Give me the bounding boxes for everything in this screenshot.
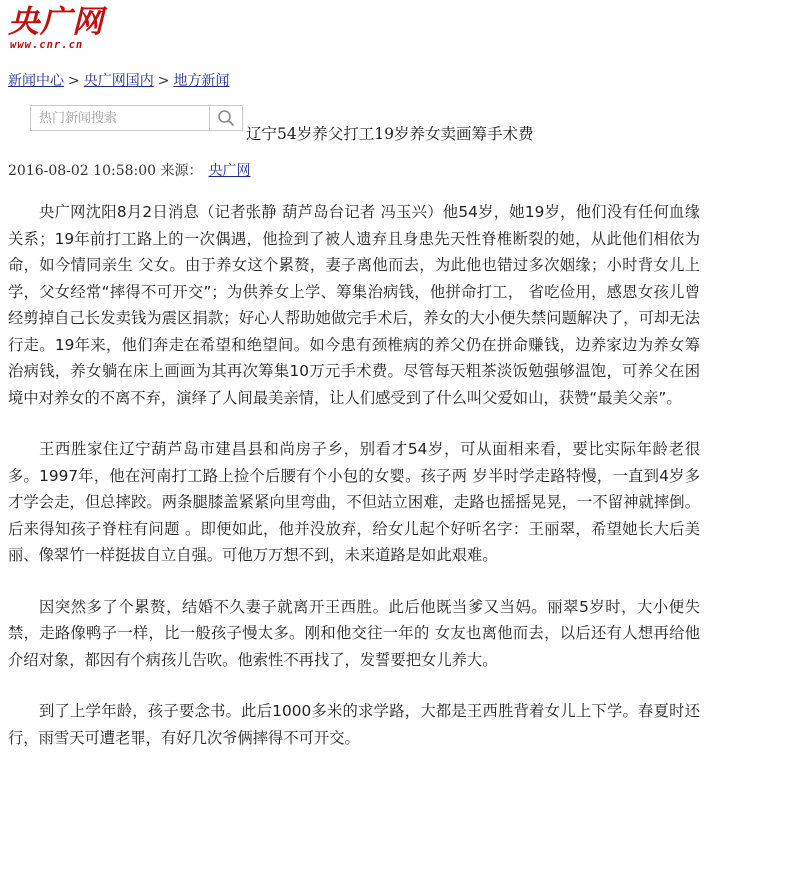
article-paragraph: 因突然多了个累赘，结婚不久妻子就离开王西胜。此后他既当爹又当妈。丽翠5岁时，大小便失禁，走路像鸭子一样，比一般孩子慢太多。刚和他交往一年的 女友也离他而去，以后还有人想再给他介绍对象，都因有个病孩儿告吹。他索性不再找了，发誓要把女儿养大。 bbox=[8, 597, 700, 669]
search-button[interactable] bbox=[209, 106, 242, 130]
logo-text: 央广网 bbox=[8, 4, 104, 40]
search-input[interactable] bbox=[32, 107, 206, 129]
breadcrumb-link-local-news[interactable]: 地方新闻 bbox=[173, 73, 230, 89]
breadcrumb-link-news-center[interactable]: 新闻中心 bbox=[8, 73, 64, 89]
article-title: 辽宁54岁养父打工19岁养女卖画筹手术费 bbox=[246, 125, 534, 143]
breadcrumb-separator: > bbox=[157, 73, 170, 89]
article-paragraph: 央广网沈阳8月2日消息（记者张静 葫芦岛台记者 冯玉兴）他54岁，她19岁，他们没有任何血缘关系；19年前打工路上的一次偶遇，他捡到了被人遗弃且身患先天性脊椎断裂的她，从此他们相依为命，如今情同亲生 父女。由于养女这个累赘，妻子离他而去，为此他也错过多次姻缘；小时背女儿上学，父女经常“摔得不可开交”；为供养女上学、筹集治病钱，他拼命打工， 省吃俭用，感恩女孩儿曾经剪掉自己长发卖钱为震区捐款；好心人帮助她做完手术后，养女的大小便失禁问题解决了，可却无法行走。19年来，他们奔走在希望和绝望间。如今患有颈椎病的养父仍在拼命赚钱，边养家边为养女筹治病钱，养女躺在床上画画为其再次筹集10万元手术费。尽管每天粗茶淡饭勉强够温饱，可养父在困境中对养女的不离不弃，演绎了人间最美亲情，让人们感受到了什么叫父爱如山，获赞“最美父亲”。 bbox=[8, 203, 700, 407]
site-logo[interactable] bbox=[8, 4, 120, 56]
source-link[interactable]: 央广网 bbox=[208, 163, 251, 179]
search-box bbox=[30, 105, 243, 131]
article-paragraph: 王西胜家住辽宁葫芦岛市建昌县和尚房子乡，别看才54岁，可从面相来看，要比实际年龄老很多。1997年，他在河南打工路上捡个后腰有个小包的女婴。孩子两 岁半时学走路特慢，一直到4岁多才学会走，但总摔跤。两条腿膝盖紧紧向里弯曲，不但站立困难，走路也摇摇晃晃，一不留神就摔倒。后来得知孩子脊柱有问题 。即便如此，他并没放弃，给女儿起个好听名字：王丽翠，希望她长大后美丽、像翠竹一样挺拔自立自强。可他万万想不到，未来道路是如此艰难。 bbox=[8, 440, 700, 564]
article-datetime: 2016-08-02 10:58:00 bbox=[8, 163, 157, 179]
breadcrumb-link-domestic[interactable]: 央广网国内 bbox=[83, 73, 154, 89]
search-icon bbox=[217, 109, 235, 127]
breadcrumb bbox=[8, 72, 229, 90]
breadcrumb-separator: > bbox=[68, 73, 80, 89]
article-meta bbox=[8, 162, 251, 180]
article-paragraph: 到了上学年龄，孩子要念书。此后1000多米的求学路，大都是王西胜背着女儿上下学。春夏时还行，雨雪天可遭老罪，有好几次爷俩摔得不可开交。 bbox=[8, 702, 700, 747]
source-label: 来源： bbox=[160, 163, 203, 179]
article-body bbox=[8, 199, 700, 776]
logo-url: www.cnr.cn bbox=[10, 39, 84, 51]
